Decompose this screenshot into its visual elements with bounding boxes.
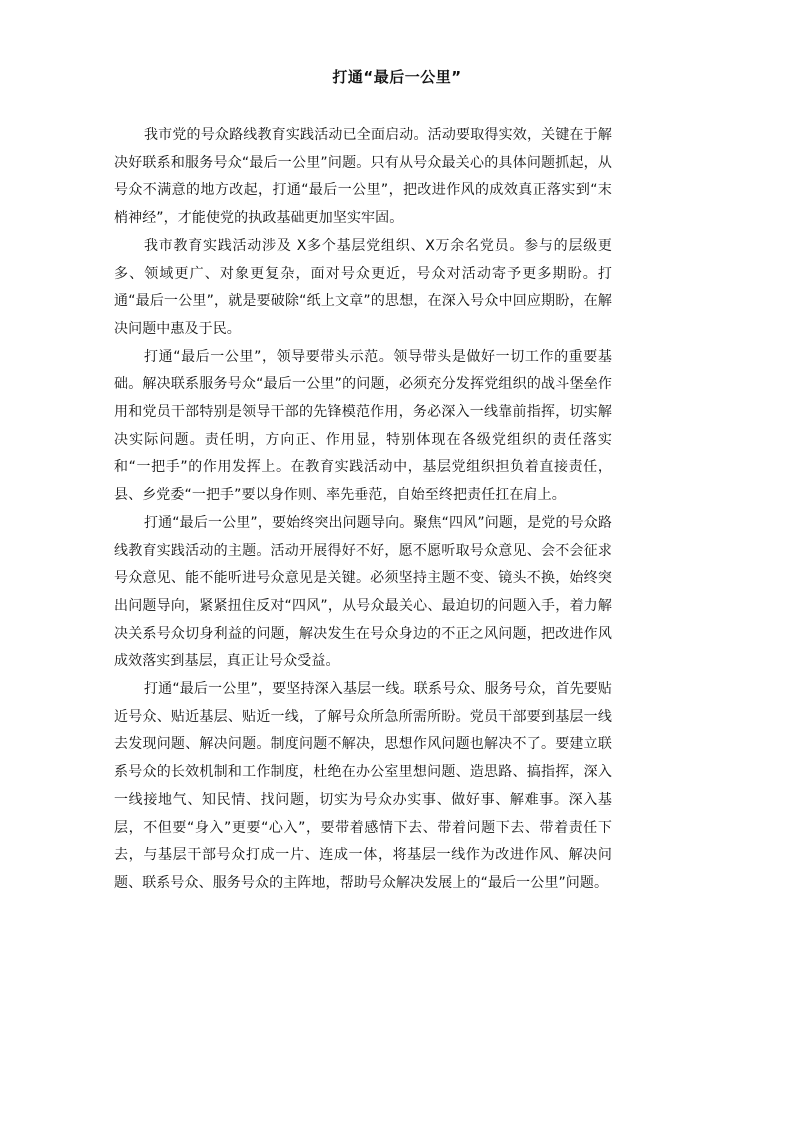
paragraph-2: 我市教育实践活动涉及 X多个基层党组织、X万余名党员。参与的层级更多、领域更广、对象更复杂，面对号众更近，号众对活动寄予更多期盼。打通“最后一公里”，就是要破除“纸上文章”的思想，在深入号众中回应期盼，在解决问题中惠及于民。 [114,237,612,337]
document-body [114,122,612,898]
paragraph-1: 我市党的号众路线教育实践活动已全面启动。活动要取得实效，关键在于解决好联系和服务号众“最后一公里”问题。只有从号众最关心的具体问题抓起，从号众不满意的地方改起，打通“最后一公里”，把改进作风的成效真正落实到“末梢神经”，才能使党的执政基础更加坚实牢固。 [114,127,612,227]
document-title: 打通“最后一公里” [332,68,462,86]
paragraph-3: 打通“最后一公里”，领导要带头示范。领导带头是做好一切工作的重要基础。解决联系服务号众“最后一公里”的问题，必须充分发挥党组织的战斗堡垒作用和党员干部特别是领导干部的先锋模范作用，务必深入一线靠前指挥，切实解决实际问题。责任明，方向正、作用显，特别体现在各级党组织的责任落实和“一把手”的作用发挥上。在教育实践活动中，基层党组织担负着直接责任，县、乡党委“一把手”要以身作则、率先垂范，自始至终把责任扛在肩上。 [114,348,612,504]
paragraph-5: 打通“最后一公里”，要坚持深入基层一线。联系号众、服务号众，首先要贴近号众、贴近基层、贴近一线，了解号众所急所需所盼。党员干部要到基层一线去发现问题、解决问题。制度问题不解决，思想作风问题也解决不了。要建立联系号众的长效机制和工作制度，杜绝在办公室里想问题、造思路、搞指挥，深入一线接地气、知民情、找问题，切实为号众办实事、做好事、解难事。深入基层，不但要“身入”更要“心入”，要带着感情下去、带着问题下去、带着责任下去，与基层干部号众打成一片、连成一体，将基层一线作为改进作风、解决问题、联系号众、服务号众的主阵地，帮助号众解决发展上的“最后一公里”问题。 [114,681,612,891]
paragraph-4: 打通“最后一公里”，要始终突出问题导向。聚焦“四风”问题，是党的号众路线教育实践活动的主题。活动开展得好不好，愿不愿听取号众意见、会不会征求号众意见、能不能听进号众意见是关键。必须坚持主题不变、镜头不换，始终突出问题导向，紧紧扭住反对“四风”，从号众最关心、最迫切的问题入手，着力解决关系号众切身利益的问题，解决发生在号众身边的不正之风问题，把改进作风成效落实到基层，真正让号众受益。 [114,514,612,670]
